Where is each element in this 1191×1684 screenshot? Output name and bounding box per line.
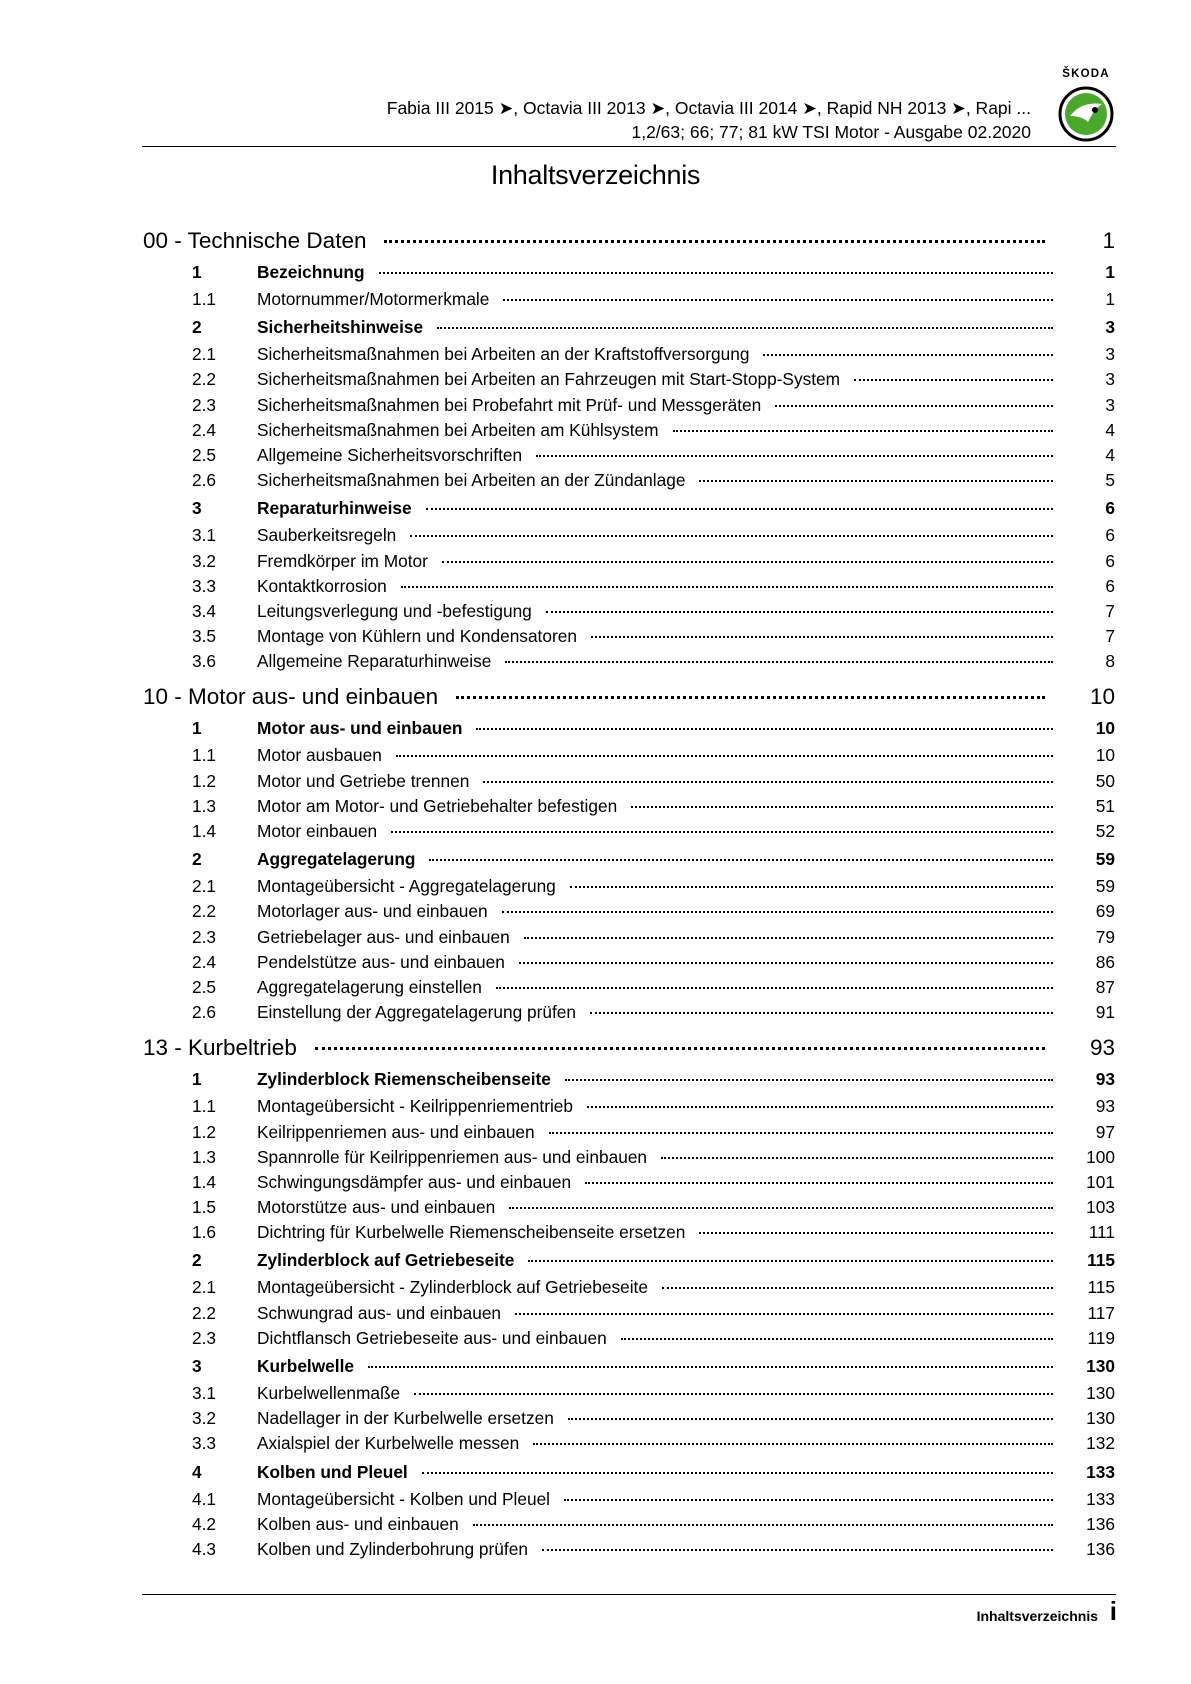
- dot-leader: [763, 354, 1053, 356]
- toc-entry: [143, 1328, 1115, 1353]
- entry-title: Motor am Motor- und Getriebehalter befestigen: [257, 795, 618, 816]
- toc-section: [143, 498, 1115, 676]
- dot-leader: [368, 1366, 1053, 1368]
- entry-page: 111: [1088, 1222, 1115, 1243]
- toc-entry: [143, 1172, 1115, 1197]
- entry-title: Motorlager aus- und einbauen: [257, 901, 488, 922]
- toc-entry: [143, 876, 1115, 901]
- toc-entry: [143, 977, 1115, 1002]
- entry-number: 2.6: [192, 470, 217, 491]
- dot-leader: [503, 299, 1053, 301]
- entry-title: Sicherheitsmaßnahmen bei Probefahrt mit Prüf- und Messgeräten: [257, 394, 762, 415]
- section-title: Motor aus- und einbauen: [257, 718, 463, 739]
- dot-leader: [546, 611, 1053, 613]
- section-heading: [143, 1069, 1115, 1096]
- toc-entry: [143, 927, 1115, 952]
- entry-number: 3.1: [192, 525, 217, 546]
- toc-entry: [143, 1303, 1115, 1328]
- section-heading: [143, 262, 1115, 289]
- dot-leader: [661, 1157, 1053, 1159]
- entry-page: 6: [1105, 550, 1115, 571]
- entry-title: Pendelstütze aus- und einbauen: [257, 951, 505, 972]
- entry-title: Kontaktkorrosion: [257, 575, 387, 596]
- entry-number: 2.2: [192, 369, 217, 390]
- toc-entry: [143, 651, 1115, 676]
- entry-number: 2.2: [192, 901, 217, 922]
- entry-title: Fremdkörper im Motor: [257, 550, 428, 571]
- entry-title: Motor ausbauen: [257, 745, 382, 766]
- entry-page: 91: [1095, 1002, 1115, 1023]
- entry-number: 2.5: [192, 976, 217, 997]
- section-number: 3: [192, 498, 202, 519]
- toc-entry: [143, 1096, 1115, 1121]
- entry-title: Nadellager in der Kurbelwelle ersetzen: [257, 1408, 554, 1429]
- entry-title: Motor und Getriebe trennen: [257, 770, 470, 791]
- toc-entry: [143, 369, 1115, 394]
- section-page: 115: [1087, 1250, 1115, 1271]
- chapter-heading: [143, 226, 1115, 258]
- entry-number: 2.4: [192, 951, 217, 972]
- section-heading: [143, 1250, 1115, 1277]
- dot-leader: [437, 327, 1053, 329]
- dot-leader: [524, 937, 1053, 939]
- toc-entry: [143, 395, 1115, 420]
- section-number: 2: [192, 849, 202, 870]
- entry-page: 79: [1095, 926, 1115, 947]
- dot-leader: [505, 661, 1053, 663]
- header-divider: [142, 146, 1116, 147]
- skoda-emblem-icon: [1058, 86, 1114, 142]
- section-number: 2: [192, 317, 202, 338]
- entry-page: 103: [1086, 1197, 1115, 1218]
- toc-entry: [143, 601, 1115, 626]
- entry-title: Dichtflansch Getriebeseite aus- und einbauen: [257, 1327, 607, 1348]
- entry-page: 101: [1086, 1171, 1115, 1192]
- entry-number: 1.2: [192, 770, 217, 791]
- entry-number: 2.3: [192, 1327, 217, 1348]
- dot-leader: [533, 1443, 1053, 1445]
- entry-number: 4.2: [192, 1513, 217, 1534]
- toc-entry: [143, 1489, 1115, 1514]
- entry-title: Dichtring für Kurbelwelle Riemenscheibenseite ersetzen: [257, 1222, 686, 1243]
- entry-title: Getriebelager aus- und einbauen: [257, 926, 510, 947]
- dot-leader: [429, 859, 1053, 861]
- entry-title: Axialspiel der Kurbelwelle messen: [257, 1433, 520, 1454]
- section-page: 59: [1095, 849, 1115, 870]
- entry-page: 86: [1095, 951, 1115, 972]
- section-title: Zylinderblock Riemenscheibenseite: [257, 1069, 551, 1090]
- dot-leader: [775, 405, 1053, 407]
- entry-page: 69: [1095, 901, 1115, 922]
- entry-title: Montage von Kühlern und Kondensatoren: [257, 626, 577, 647]
- toc-entry: [143, 1002, 1115, 1027]
- entry-number: 1.1: [192, 1096, 217, 1117]
- entry-title: Sauberkeitsregeln: [257, 525, 397, 546]
- toc-entry: [143, 1514, 1115, 1539]
- entry-number: 1.1: [192, 289, 217, 309]
- chapter-title: 10 - Motor aus- und einbauen: [143, 684, 439, 710]
- dot-leader: [854, 379, 1053, 381]
- logo-wordmark: ŠKODA: [1062, 68, 1110, 80]
- section-page: 130: [1086, 1356, 1115, 1376]
- toc-chapter: [143, 226, 1115, 676]
- entry-number: 2.5: [192, 444, 217, 465]
- toc-entry: [143, 901, 1115, 926]
- dot-leader: [384, 240, 1045, 243]
- entry-title: Allgemeine Sicherheitsvorschriften: [257, 444, 523, 465]
- entry-title: Sicherheitsmaßnahmen bei Arbeiten an Fahrzeugen mit Start-Stopp-System: [257, 369, 841, 390]
- entry-number: 2.1: [192, 876, 217, 897]
- page-header: [0, 0, 1191, 150]
- entry-number: 2.6: [192, 1002, 217, 1023]
- section-title: Kurbelwelle: [257, 1356, 354, 1376]
- dot-leader: [391, 831, 1053, 833]
- toc-section: [143, 718, 1115, 846]
- entry-number: 4.3: [192, 1538, 217, 1559]
- dot-leader: [662, 1287, 1053, 1289]
- entry-number: 3.2: [192, 550, 217, 571]
- dot-leader: [587, 1106, 1053, 1108]
- entry-page: 3: [1105, 369, 1115, 390]
- section-number: 2: [192, 1250, 202, 1271]
- entry-number: 2.2: [192, 1302, 217, 1323]
- entry-number: 3.6: [192, 651, 217, 672]
- entry-title: Motornummer/Motormerkmale: [257, 289, 490, 309]
- entry-page: 10: [1095, 745, 1115, 766]
- entry-title: Einstellung der Aggregatelagerung prüfen: [257, 1002, 576, 1023]
- section-page: 6: [1105, 498, 1115, 519]
- chapter-title: 00 - Technische Daten: [143, 228, 367, 253]
- footer-page-number: i: [1109, 1596, 1117, 1626]
- toc-entry: [143, 952, 1115, 977]
- entry-page: 7: [1105, 600, 1115, 621]
- dot-leader: [396, 755, 1053, 757]
- dot-leader: [483, 781, 1053, 783]
- toc-entry: [143, 1383, 1115, 1408]
- toc-entry: [143, 445, 1115, 470]
- entry-title: Schwungrad aus- und einbauen: [257, 1302, 502, 1323]
- entry-number: 1.2: [192, 1121, 217, 1142]
- section-heading: [143, 1356, 1115, 1383]
- entry-page: 87: [1095, 976, 1115, 997]
- section-number: 1: [192, 718, 202, 739]
- toc-entry: [143, 1539, 1115, 1564]
- entry-page: 59: [1095, 876, 1115, 897]
- entry-page: 97: [1095, 1121, 1115, 1142]
- entry-number: 1.5: [192, 1197, 217, 1218]
- toc-chapter: [143, 1033, 1115, 1564]
- entry-number: 2.1: [192, 1277, 217, 1298]
- dot-leader: [519, 962, 1053, 964]
- footer-divider: [142, 1594, 1116, 1595]
- entry-title: Montageübersicht - Keilrippenriementrieb: [257, 1096, 574, 1117]
- section-page: 133: [1086, 1461, 1115, 1482]
- toc-entry: [143, 1122, 1115, 1147]
- entry-title: Sicherheitsmaßnahmen bei Arbeiten an der Zündanlage: [257, 470, 686, 491]
- page-title: Inhaltsverzeichnis: [490, 160, 701, 190]
- entry-page: 51: [1095, 795, 1115, 816]
- section-heading: [143, 498, 1115, 525]
- toc-entry: [143, 1433, 1115, 1458]
- toc-entry: [143, 1408, 1115, 1433]
- section-heading: [143, 317, 1115, 344]
- entry-title: Sicherheitsmaßnahmen bei Arbeiten am Kühlsystem: [257, 419, 659, 440]
- entry-title: Kolben aus- und einbauen: [257, 1513, 459, 1534]
- entry-number: 1.3: [192, 1146, 217, 1167]
- section-heading: [143, 1462, 1115, 1489]
- header-vehicle-models: Fabia III 2015 ➤, Octavia III 2013 ➤, Octavia III 2014 ➤, Rapid NH 2013 ➤, Rapi ...: [386, 98, 1031, 118]
- section-title: Aggregatelagerung: [257, 849, 416, 870]
- dot-leader: [590, 1012, 1053, 1014]
- toc-entry: [143, 289, 1115, 314]
- section-page: 1: [1105, 262, 1115, 282]
- entry-title: Montageübersicht - Aggregatelagerung: [257, 876, 556, 897]
- entry-page: 119: [1087, 1327, 1115, 1348]
- section-page: 93: [1095, 1069, 1115, 1090]
- dot-leader: [699, 480, 1053, 482]
- entry-number: 3.5: [192, 626, 217, 647]
- entry-number: 1.1: [192, 745, 217, 766]
- dot-leader: [476, 728, 1053, 730]
- entry-page: 52: [1095, 821, 1115, 841]
- toc-entry: [143, 344, 1115, 369]
- entry-page: 3: [1105, 344, 1115, 365]
- dot-leader: [422, 1472, 1053, 1474]
- section-number: 3: [192, 1356, 202, 1376]
- entry-title: Allgemeine Reparaturhinweise: [257, 651, 492, 672]
- section-page: 10: [1095, 718, 1115, 739]
- toc-section: [143, 1462, 1115, 1565]
- dot-leader: [565, 1079, 1053, 1081]
- entry-page: 4: [1105, 419, 1115, 440]
- entry-title: Leitungsverlegung und -befestigung: [257, 600, 532, 621]
- section-title: Reparaturhinweise: [257, 498, 412, 519]
- dot-leader: [699, 1232, 1053, 1234]
- toc-section: [143, 849, 1115, 1027]
- skoda-logo: [1050, 68, 1122, 146]
- dot-leader: [442, 561, 1053, 563]
- entry-title: Kurbelwellenmaße: [257, 1383, 401, 1403]
- footer-label: Inhaltsverzeichnis: [976, 1608, 1098, 1624]
- dot-leader: [549, 1132, 1053, 1134]
- entry-page: 132: [1086, 1433, 1115, 1454]
- entry-number: 2.3: [192, 926, 217, 947]
- dot-leader: [509, 1207, 1053, 1209]
- chapter-title: 13 - Kurbeltrieb: [143, 1035, 297, 1061]
- toc-entry: [143, 1277, 1115, 1302]
- entry-page: 117: [1087, 1302, 1115, 1323]
- toc-entry: [143, 470, 1115, 495]
- entry-number: 1.3: [192, 795, 217, 816]
- chapter-heading: [143, 682, 1115, 714]
- dot-leader: [379, 272, 1053, 274]
- chapter-page: 1: [1102, 228, 1115, 253]
- section-title: Sicherheitshinweise: [257, 317, 424, 338]
- entry-title: Motor einbauen: [257, 821, 378, 841]
- entry-title: Motorstütze aus- und einbauen: [257, 1197, 496, 1218]
- entry-page: 50: [1095, 770, 1115, 791]
- dot-leader: [591, 636, 1053, 638]
- entry-title: Aggregatelagerung einstellen: [257, 976, 482, 997]
- entry-title: Keilrippenriemen aus- und einbauen: [257, 1121, 535, 1142]
- dot-leader: [673, 430, 1053, 432]
- dot-leader: [528, 1260, 1053, 1262]
- entry-page: 5: [1105, 470, 1115, 491]
- dot-leader: [564, 1499, 1053, 1501]
- dot-leader: [410, 535, 1053, 537]
- entry-page: 93: [1095, 1096, 1115, 1117]
- entry-number: 4.1: [192, 1488, 217, 1509]
- entry-title: Spannrolle für Keilrippenriemen aus- und einbauen: [257, 1146, 648, 1167]
- entry-page: 133: [1086, 1488, 1115, 1509]
- section-number: 1: [192, 262, 202, 282]
- entry-number: 2.3: [192, 394, 217, 415]
- entry-page: 100: [1086, 1146, 1115, 1167]
- toc-section: [143, 262, 1115, 314]
- entry-title: Schwingungsdämpfer aus- und einbauen: [257, 1171, 572, 1192]
- entry-number: 1.4: [192, 1171, 217, 1192]
- chapter-heading: [143, 1033, 1115, 1065]
- entry-title: Sicherheitsmaßnahmen bei Arbeiten an der Kraftstoffversorgung: [257, 344, 750, 365]
- entry-title: Kolben und Zylinderbohrung prüfen: [257, 1538, 528, 1559]
- entry-number: 1.6: [192, 1222, 217, 1243]
- entry-page: 1: [1105, 289, 1115, 309]
- toc-entry: [143, 745, 1115, 770]
- chapter-page: 93: [1089, 1035, 1115, 1061]
- entry-number: 2.1: [192, 344, 217, 365]
- toc-section: [143, 1069, 1115, 1247]
- entry-number: 3.1: [192, 1383, 217, 1403]
- section-heading: [143, 849, 1115, 876]
- header-engine-edition: 1,2/63; 66; 77; 81 kW TSI Motor - Ausgabe 02.2020: [631, 122, 1031, 142]
- dot-leader: [515, 1313, 1053, 1315]
- dot-leader: [536, 455, 1053, 457]
- toc-section: [143, 1250, 1115, 1353]
- entry-page: 130: [1086, 1383, 1115, 1403]
- dot-leader: [426, 508, 1053, 510]
- dot-leader: [568, 1418, 1053, 1420]
- dot-leader: [585, 1182, 1053, 1184]
- entry-page: 4: [1105, 444, 1115, 465]
- section-heading: [143, 718, 1115, 745]
- entry-number: 2.4: [192, 419, 217, 440]
- section-title: Kolben und Pleuel: [257, 1461, 408, 1482]
- section-number: 1: [192, 1069, 202, 1090]
- entry-page: 7: [1105, 626, 1115, 647]
- toc-entry: [143, 525, 1115, 550]
- table-of-contents: [143, 226, 1115, 1570]
- chapter-page: 10: [1089, 684, 1115, 710]
- toc-entry: [143, 626, 1115, 651]
- entry-title: Montageübersicht - Zylinderblock auf Getriebeseite: [257, 1277, 648, 1298]
- toc-entry: [143, 1147, 1115, 1172]
- toc-section: [143, 1356, 1115, 1459]
- dot-leader: [631, 806, 1053, 808]
- entry-page: 115: [1087, 1277, 1115, 1298]
- toc-entry: [143, 576, 1115, 601]
- dot-leader: [621, 1338, 1053, 1340]
- entry-number: 3.2: [192, 1408, 217, 1429]
- dot-leader: [414, 1393, 1053, 1395]
- section-number: 4: [192, 1461, 202, 1482]
- toc-entry: [143, 821, 1115, 846]
- dot-leader: [496, 987, 1053, 989]
- entry-page: 6: [1105, 525, 1115, 546]
- toc-chapter: [143, 682, 1115, 1027]
- entry-page: 136: [1086, 1538, 1115, 1559]
- dot-leader: [456, 696, 1045, 699]
- toc-entry: [143, 420, 1115, 445]
- dot-leader: [315, 1047, 1045, 1050]
- toc-entry: [143, 1197, 1115, 1222]
- section-title: Bezeichnung: [257, 262, 365, 282]
- entry-number: 3.3: [192, 575, 217, 596]
- entry-number: 3.4: [192, 600, 217, 621]
- entry-page: 130: [1086, 1408, 1115, 1429]
- section-title: Zylinderblock auf Getriebeseite: [257, 1250, 515, 1271]
- entry-page: 8: [1105, 651, 1115, 672]
- section-page: 3: [1105, 317, 1115, 338]
- entry-number: 1.4: [192, 821, 217, 841]
- dot-leader: [502, 911, 1053, 913]
- entry-page: 3: [1105, 394, 1115, 415]
- dot-leader: [542, 1549, 1053, 1551]
- toc-section: [143, 317, 1115, 495]
- dot-leader: [401, 586, 1053, 588]
- toc-entry: [143, 796, 1115, 821]
- dot-leader: [570, 886, 1053, 888]
- dot-leader: [473, 1524, 1053, 1526]
- entry-page: 6: [1105, 575, 1115, 596]
- entry-page: 136: [1086, 1513, 1115, 1534]
- entry-number: 3.3: [192, 1433, 217, 1454]
- toc-entry: [143, 551, 1115, 576]
- toc-entry: [143, 771, 1115, 796]
- toc-entry: [143, 1222, 1115, 1247]
- entry-title: Montageübersicht - Kolben und Pleuel: [257, 1488, 551, 1509]
